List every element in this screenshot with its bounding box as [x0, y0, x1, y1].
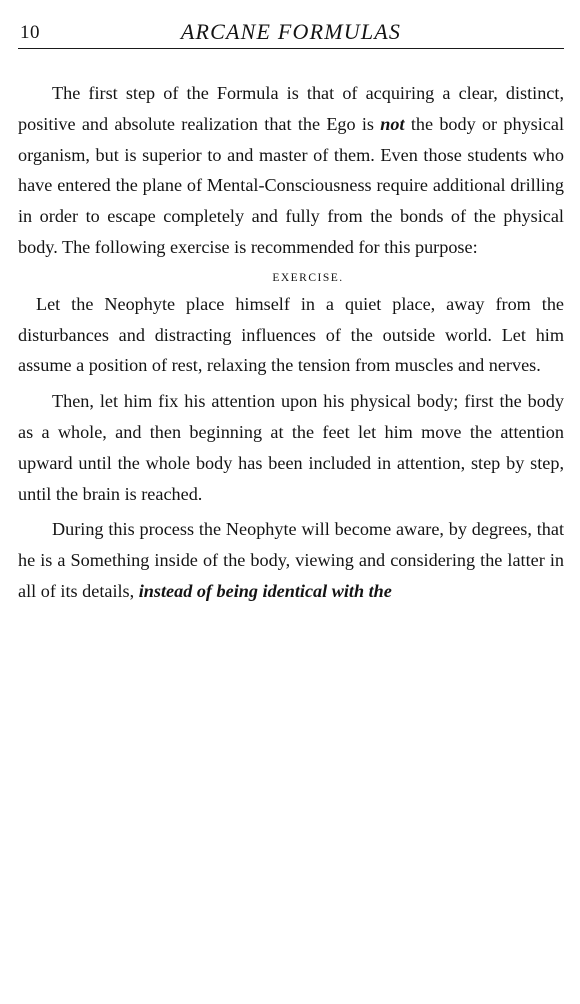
emphasis-not: not: [380, 113, 405, 134]
exercise-heading: EXERCISE.: [272, 271, 344, 284]
paragraph-1: [18, 78, 564, 263]
paragraph-1-text-b: the body or physical organism, but is superior to and master of them. Even those students who have entered the plane of Mental-Consciousness require additional drilling in order to escape completely and fully from the bonds of the physical body. The following exercise is recommended for this purpose:: [18, 113, 564, 257]
paragraph-3: Then, let him fix his attention upon his physical body; first the body as a whole, and then beginning at the feet let him move the attention upward until the whole body has been included in attention, step by step, until the brain is reached.: [18, 391, 564, 504]
page-number: 10: [20, 22, 40, 43]
running-head: [18, 10, 564, 44]
book-page: [18, 10, 564, 601]
paragraph-4: [18, 514, 564, 606]
running-title: ARCANE FORMULAS: [180, 19, 402, 44]
paragraph-1-text-a: The first step of the Formula is that of acquiring a clear, distinct, positive and absolute realization that the Ego is: [18, 83, 564, 134]
paragraph-2: Let the Neophyte place himself in a quiet place, away from the disturbances and distracting influences of the outside world. Let him assume a position of rest, relaxing the tension from muscles and nerves.: [18, 293, 564, 376]
body-text: [18, 78, 564, 607]
paragraph-4-text: During this process the Neophyte will become aware, by degrees, that he is a Something inside of the body, viewing and considering the latter in all of its details,: [18, 519, 564, 601]
header-rule: [18, 48, 564, 49]
emphasis-instead-clause: instead of being identical with the: [138, 580, 392, 601]
